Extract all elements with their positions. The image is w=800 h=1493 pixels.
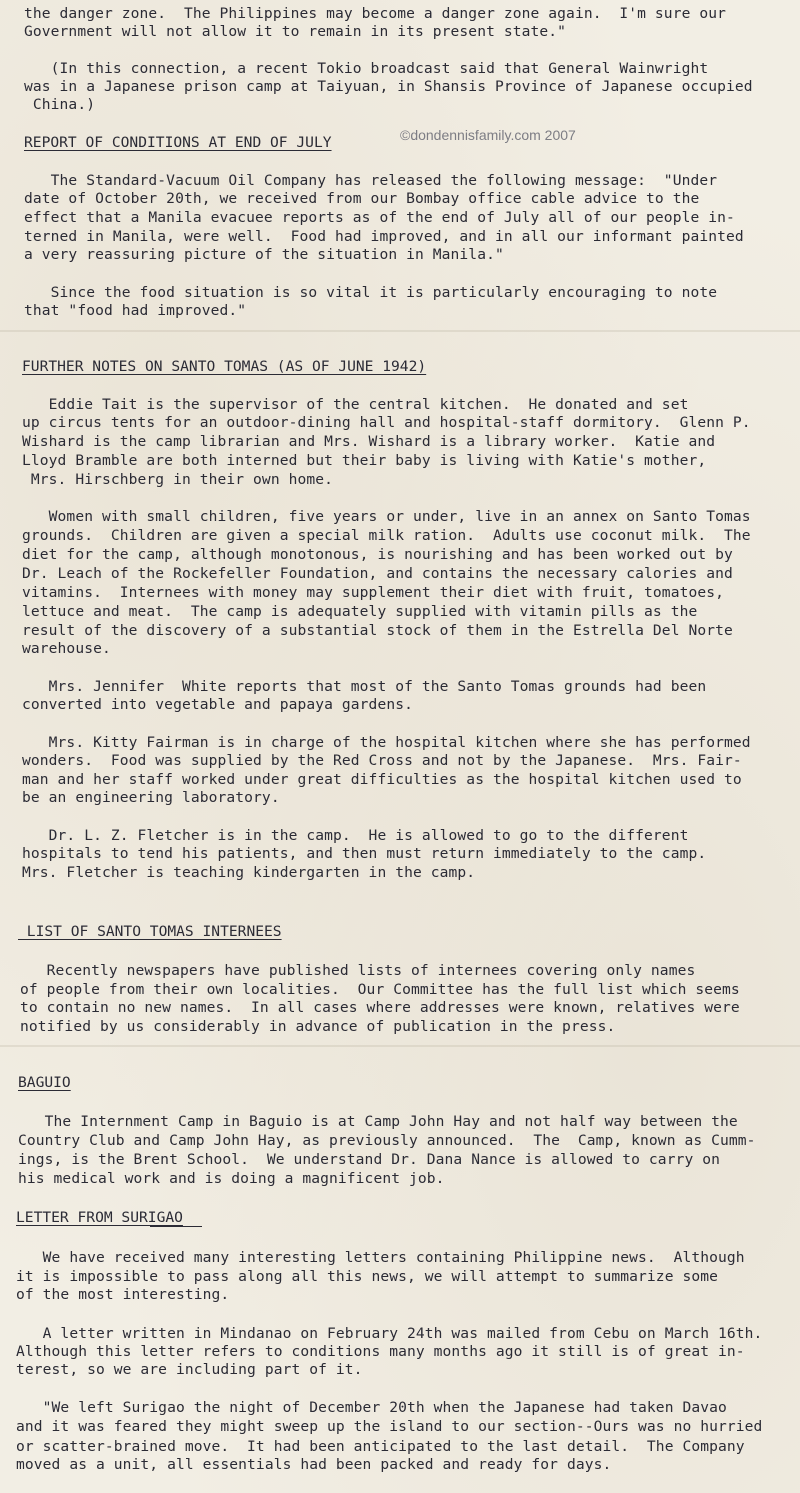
text-line: Mrs. Kitty Fairman is in charge of the hospital kitchen where she has performed xyxy=(22,734,751,751)
text-line: (In this connection, a recent Tokio broadcast said that General Wainwright xyxy=(24,60,709,77)
text-line: Mrs. Hirschberg in their own home. xyxy=(22,471,334,488)
text-line: and it was feared they might sweep up the island to our section--Ours was no hurried xyxy=(16,1418,763,1435)
text-line: diet for the camp, although monotonous, is nourishing and has been worked out by xyxy=(22,546,733,563)
text-line: up circus tents for an outdoor-dining hall and hospital-staff dormitory. Glenn P. xyxy=(22,414,751,431)
text-line: China.) xyxy=(24,96,96,113)
text-line: Although this letter refers to conditions many months ago it still is of great in- xyxy=(16,1343,745,1360)
text-line: A letter written in Mindanao on February 24th was mailed from Cebu on March 16th. xyxy=(16,1325,763,1342)
paper-fold xyxy=(0,330,800,332)
text-line: hospitals to tend his patients, and then must return immediately to the camp. xyxy=(22,845,707,862)
text-line: notified by us considerably in advance of publication in the press. xyxy=(20,1018,616,1035)
text-line: lettuce and meat. The camp is adequately supplied with vitamin pills as the xyxy=(22,603,698,620)
text-line: date of October 20th, we received from our Bombay office cable advice to the xyxy=(24,190,700,207)
text-line: to contain no new names. In all cases where addresses were known, relatives were xyxy=(20,999,740,1016)
text-line: moved as a unit, all essentials had been packed and ready for days. xyxy=(16,1456,612,1473)
text-line: Wishard is the camp librarian and Mrs. Wishard is a library worker. Katie and xyxy=(22,433,716,450)
text-line: vitamins. Internees with money may supplement their diet with fruit, tomatoes, xyxy=(22,584,725,601)
text-line: result of the discovery of a substantial stock of them in the Estrella Del Norte xyxy=(22,622,733,639)
text-line: Dr. Leach of the Rockefeller Foundation, and contains the necessary calories and xyxy=(22,565,733,582)
text-line: Eddie Tait is the supervisor of the central kitchen. He donated and set xyxy=(22,396,689,413)
text-line: ings, is the Brent School. We understand Dr. Dana Nance is allowed to carry on xyxy=(18,1151,721,1168)
text-line: Mrs. Jennifer White reports that most of the Santo Tomas grounds had been xyxy=(22,678,707,695)
heading-underline-extension xyxy=(150,1226,202,1227)
text-line: terest, so we are including part of it. xyxy=(16,1361,363,1378)
text-line: man and her staff worked under great difficulties as the hospital kitchen used to xyxy=(22,771,742,788)
text-line: terned in Manila, were well. Food had improved, and in all our informant painted xyxy=(24,228,744,245)
text-line: Government will not allow it to remain in its present state." xyxy=(24,23,567,40)
section-heading-internees-list: LIST OF SANTO TOMAS INTERNEES xyxy=(18,923,282,940)
text-line: Since the food situation is so vital it is particularly encouraging to note xyxy=(24,284,718,301)
section-heading-santo-tomas: FURTHER NOTES ON SANTO TOMAS (AS OF JUNE 1942) xyxy=(22,358,427,375)
text-line: effect that a Manila evacuee reports as of the end of July all of our people in- xyxy=(24,209,735,226)
text-line: of the most interesting. xyxy=(16,1286,230,1303)
text-line: a very reassuring picture of the situation in Manila." xyxy=(24,246,504,263)
text-line: Recently newspapers have published lists of internees covering only names xyxy=(20,962,696,979)
section-heading-report-conditions: REPORT OF CONDITIONS AT END OF JULY xyxy=(24,134,332,151)
text-line: of people from their own localities. Our Committee has the full list which seems xyxy=(20,981,740,998)
text-line: Country Club and Camp John Hay, as previously announced. The Camp, known as Cumm- xyxy=(18,1132,756,1149)
copyright-watermark: ©dondennisfamily.com 2007 xyxy=(400,127,576,143)
text-line: Mrs. Fletcher is teaching kindergarten in the camp. xyxy=(22,864,476,881)
text-line: Women with small children, five years or under, live in an annex on Santo Tomas xyxy=(22,508,751,525)
text-line: We have received many interesting letters containing Philippine news. Although xyxy=(16,1249,745,1266)
text-line: The Standard-Vacuum Oil Company has released the following message: "Under xyxy=(24,172,718,189)
text-line: the danger zone. The Philippines may become a danger zone again. I'm sure our xyxy=(24,5,727,22)
section-heading-surigao-letter: LETTER FROM SURIGAO xyxy=(16,1209,183,1226)
text-line: or scatter-brained move. It had been anticipated to the last detail. The Company xyxy=(16,1438,745,1455)
text-line: The Internment Camp in Baguio is at Camp John Hay and not half way between the xyxy=(18,1113,738,1130)
text-line: be an engineering laboratory. xyxy=(22,789,280,806)
text-line: wonders. Food was supplied by the Red Cross and not by the Japanese. Mrs. Fair- xyxy=(22,752,742,769)
paper-fold xyxy=(0,1045,800,1047)
text-line: converted into vegetable and papaya gardens. xyxy=(22,696,413,713)
text-line: warehouse. xyxy=(22,640,111,657)
text-line: "We left Surigao the night of December 20th when the Japanese had taken Davao xyxy=(16,1399,727,1416)
text-line: grounds. Children are given a special milk ration. Adults use coconut milk. The xyxy=(22,527,751,544)
text-line: Dr. L. Z. Fletcher is in the camp. He is allowed to go to the different xyxy=(22,827,689,844)
text-line: that "food had improved." xyxy=(24,302,247,319)
text-line: Lloyd Bramble are both interned but their baby is living with Katie's mother, xyxy=(22,452,707,469)
section-heading-baguio: BAGUIO xyxy=(18,1074,71,1091)
text-line: was in a Japanese prison camp at Taiyuan, in Shansis Province of Japanese occupied xyxy=(24,78,753,95)
text-line: it is impossible to pass along all this news, we will attempt to summarize some xyxy=(16,1268,719,1285)
text-line: his medical work and is doing a magnificent job. xyxy=(18,1170,445,1187)
